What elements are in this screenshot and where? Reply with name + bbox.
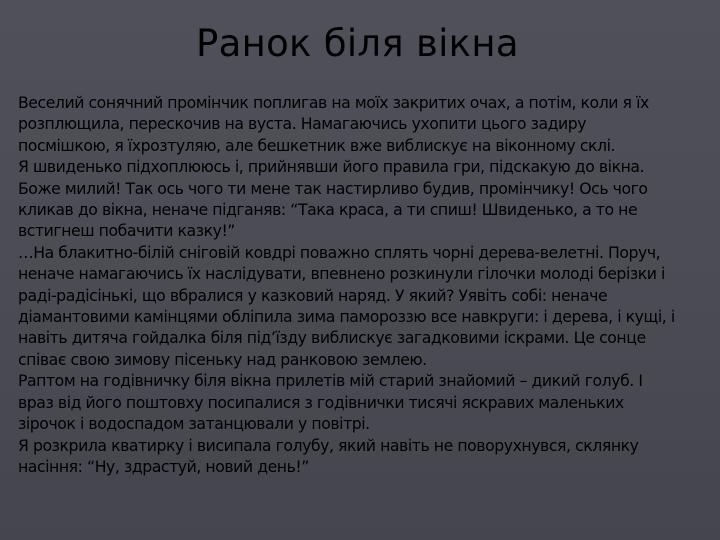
text-line: враз від його поштовху посипалися з годівнички тисячі яскравих маленьких <box>18 392 624 412</box>
slide-title: Ранок біля вікна <box>196 22 519 65</box>
text-line: діамантовими камінцями обліпила зима памороззю все навкруги: і дерева, і кущі, і <box>18 307 675 327</box>
text-line: раді-радісінькі, що вбралися у казковий наряд. У який? Уявіть собі: неначе <box>18 285 608 305</box>
text-line: Раптом на годівничку біля вікна прилетів мій старий знайомий – дикий голуб. І <box>18 371 643 391</box>
story-text <box>18 92 718 477</box>
text-line: насіння: “Ну, здрастуй, новий день!” <box>18 456 309 476</box>
text-line: навіть дитяча гойдалка біля під’їзду виблискує загадковими іскрами. Це сонце <box>18 328 646 348</box>
text-line: зірочок і водоспадом затанцювали у повітрі. <box>18 414 370 434</box>
text-line: розплющила, перескочив на вуста. Намагаючись ухопити цього задиру <box>18 114 587 134</box>
text-line: неначе намагаючись їх наслідувати, впевнено розкинули гілочки молоді берізки і <box>18 264 665 284</box>
text-line: Я розкрила кватирку і висипала голубу, який навіть не поворухнувся, склянку <box>18 435 639 455</box>
text-line: Я швиденько підхоплююсь і, прийнявши його правила гри, підскакую до вікна. <box>18 157 645 177</box>
text-line: кликав до вікна, неначе підганяв: “Така краса, а ти спиш! Швиденько, а то не <box>18 200 638 220</box>
text-line: співає свою зимову пісеньку над ранковою землею. <box>18 349 427 369</box>
text-line: Боже милий! Так ось чого ти мене так настирливо будив, промінчику! Ось чого <box>18 178 648 198</box>
text-line: встигнеш побачити казку!” <box>18 221 235 241</box>
text-line: Веселий сонячний промінчик поплигав на моїх закритих очах, а потім, коли я їх <box>18 93 649 112</box>
text-line: …На блакитно-білій сніговій ковдрі поважно сплять чорні дерева-велетні. Поруч, <box>18 242 661 262</box>
text-line: посмішкою, я їхрозтуляю, але бешкетник вже виблискує на віконному склі. <box>18 135 616 155</box>
